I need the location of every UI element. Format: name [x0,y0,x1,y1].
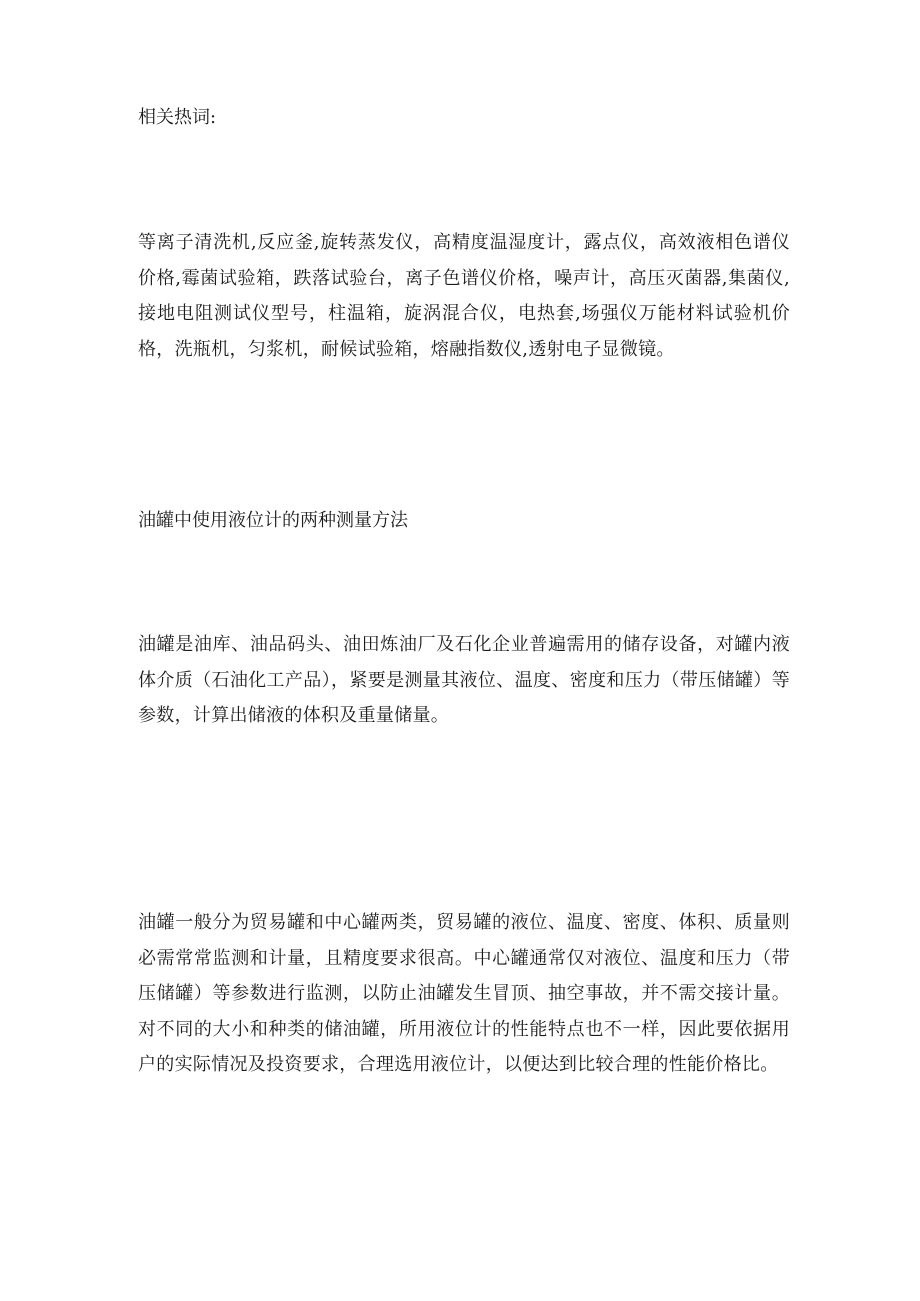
hot-words-label: 相关热词: [138,107,217,128]
hot-words-paragraph: 等离子清洗机,反应釜,旋转蒸发仪，高精度温湿度计，露点仪，高效液相色谱仪价格,霉菌试验箱，跌落试验台，离子色谱仪价格，噪声计，高压灭菌器,集菌仪,接地电阻测试仪型号，柱温箱，旋涡混合仪，电热套,场强仪万能材料试验机价格，洗瓶机，匀浆机，耐候试验箱，熔融指数仪,透射电子显微镜。 [138,232,790,360]
article-title: 油罐中使用液位计的两种测量方法 [138,510,408,531]
paragraph-1: 油罐是油库、油品码头、油田炼油厂及石化企业普遍需用的储存设备，对罐内液体介质（石油化工产品），紧要是测量其液位、温度、密度和压力（带压储罐）等参数，计算出储液的体积及重量储量。 [138,634,790,726]
paragraph-2: 油罐一般分为贸易罐和中心罐两类，贸易罐的液位、温度、密度、体积、质量则必需常常监测和计量，且精度要求很高。中心罐通常仅对液位、温度和压力（带压储罐）等参数进行监测，以防止油罐发生冒顶、抽空事故，并不需交接计量。对不同的大小和种类的储油罐，所用液位计的性能特点也不一样，因此要依据用户的实际情况及投资要求，合理选用液位计，以便达到比较合理的性能价格比。 [138,912,790,1075]
